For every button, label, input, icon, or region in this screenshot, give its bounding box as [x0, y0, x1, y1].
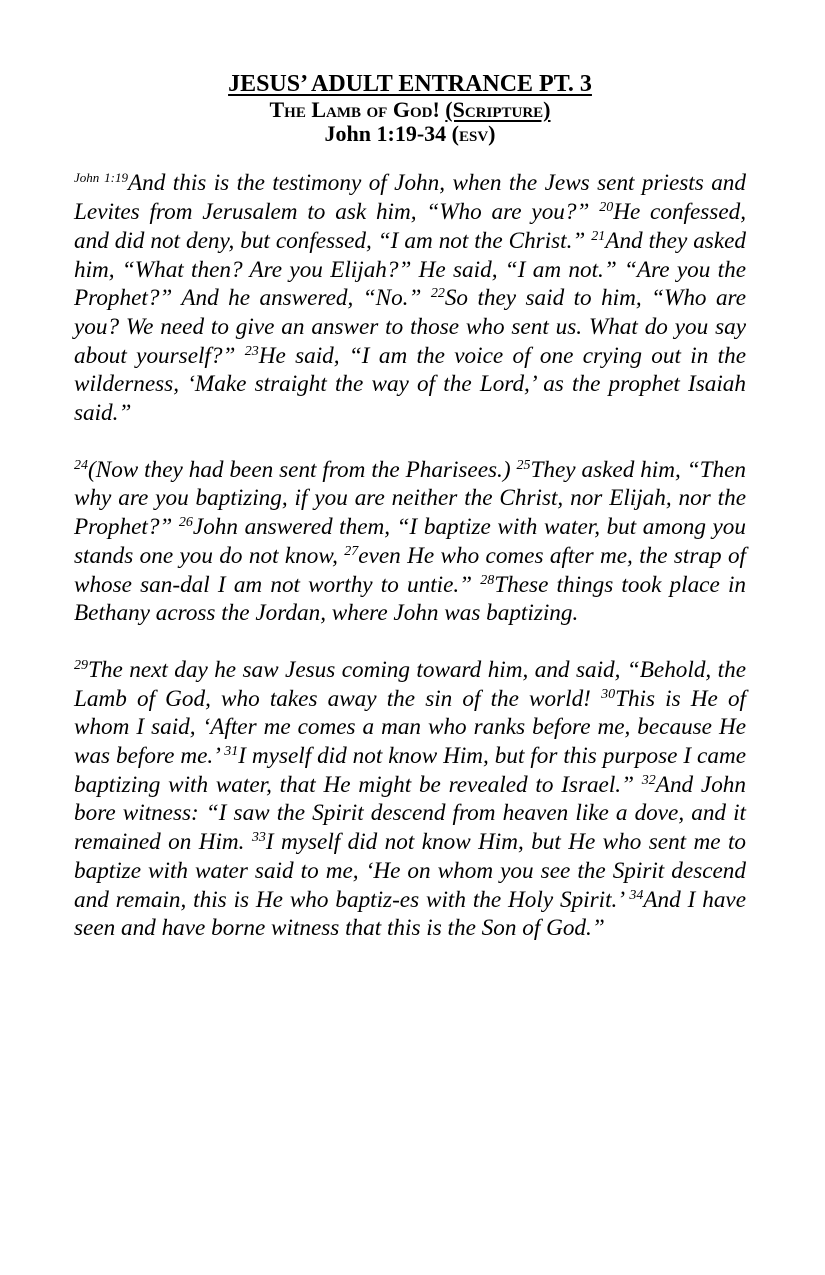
- verse-number: 20: [599, 200, 614, 216]
- scripture-reference: [74, 122, 746, 146]
- verse-number: 24: [74, 457, 88, 473]
- verse-number: 34: [629, 887, 644, 903]
- document-page: [74, 72, 746, 971]
- verse-number: 25: [516, 457, 531, 473]
- verse-text: So they said to him, “Who are you? We need to give an answer to those who sent us. What do you say about yourself?”: [74, 285, 746, 369]
- verse-text: And this is the testimony of John, when the Jews sent priests and Levites from Jerusalem to ask him, “Who are you?”: [74, 170, 746, 226]
- subtitle-scripture: (Scripture): [445, 96, 551, 122]
- verse-number: 32: [641, 772, 656, 788]
- paragraph-2: [74, 456, 746, 628]
- verse-number: 33: [251, 830, 266, 846]
- verse-text: (Now they had been sent from the Pharisees.): [88, 456, 517, 483]
- verse-text: I myself did not know Him, but for this purpose I came baptizing with water, that He might be revealed to Israel.”: [74, 743, 746, 798]
- verse-number: 21: [591, 228, 606, 244]
- page-subtitle: [74, 98, 746, 122]
- verse-number: 26: [178, 515, 193, 531]
- verse-number: 30: [601, 686, 616, 702]
- verse-text: He confessed, and did not deny, but confessed, “I am not the Christ.”: [74, 199, 746, 254]
- subtitle-main: The Lamb of God!: [269, 96, 440, 122]
- verse-text: And I have seen and have borne witness that this is the Son of God.”: [74, 886, 746, 942]
- verse-text: And John bore witness: “I saw the Spirit descend from heaven like a dove, and it remained on Him.: [74, 771, 746, 856]
- page-title: JESUS’ ADULT ENTRANCE PT. 3: [228, 71, 592, 97]
- verse-number: 22: [430, 286, 445, 302]
- verse-number: 23: [244, 343, 259, 359]
- document-header: [74, 72, 746, 145]
- reference-text: John 1:19-34: [324, 120, 447, 146]
- verse-number: 27: [344, 543, 359, 559]
- verse-text: And they asked him, “What then? Are you Elijah?” He said, “I am not.” “Are you the Prophet?” And he answered, “No.”: [74, 227, 747, 312]
- verse-text: This is He of whom I said, ‘After me comes a man who ranks before me, because He was before me.’: [74, 685, 746, 770]
- scripture-body: [74, 169, 746, 943]
- verse-text: They asked him, “Then why are you baptizing, if you are neither the Christ, nor Elijah, nor the Prophet?”: [74, 456, 747, 541]
- verse-number: 28: [480, 572, 495, 588]
- verse-number: 29: [74, 657, 88, 673]
- verse-text: even He who comes after me, the strap of whose san-dal I am not worthy to untie.”: [74, 542, 746, 598]
- verse-number: John 1:19: [74, 170, 128, 186]
- verse-number: 31: [224, 744, 239, 760]
- verse-text: These things took place in Bethany across the Jordan, where John was baptizing.: [74, 571, 746, 627]
- bible-version: (esv): [451, 120, 496, 146]
- verse-text: The next day he saw Jesus coming toward him, and said, “Behold, the Lamb of God, who takes away the sin of the world!: [74, 656, 746, 712]
- paragraph-3: [74, 656, 746, 943]
- verse-text: He said, “I am the voice of one crying out in the wilderness, ‘Make straight the way of the Lord,’ as the prophet Isaiah said.”: [74, 342, 746, 427]
- paragraph-1: [74, 169, 746, 427]
- verse-text: I myself did not know Him, but He who sent me to baptize with water said to me, ‘He on whom you see the Spirit descend and remain, this is He who baptiz-es with the Holy Spirit.’: [74, 829, 746, 913]
- verse-text: John answered them, “I baptize with water, but among you stands one you do not know,: [74, 514, 746, 569]
